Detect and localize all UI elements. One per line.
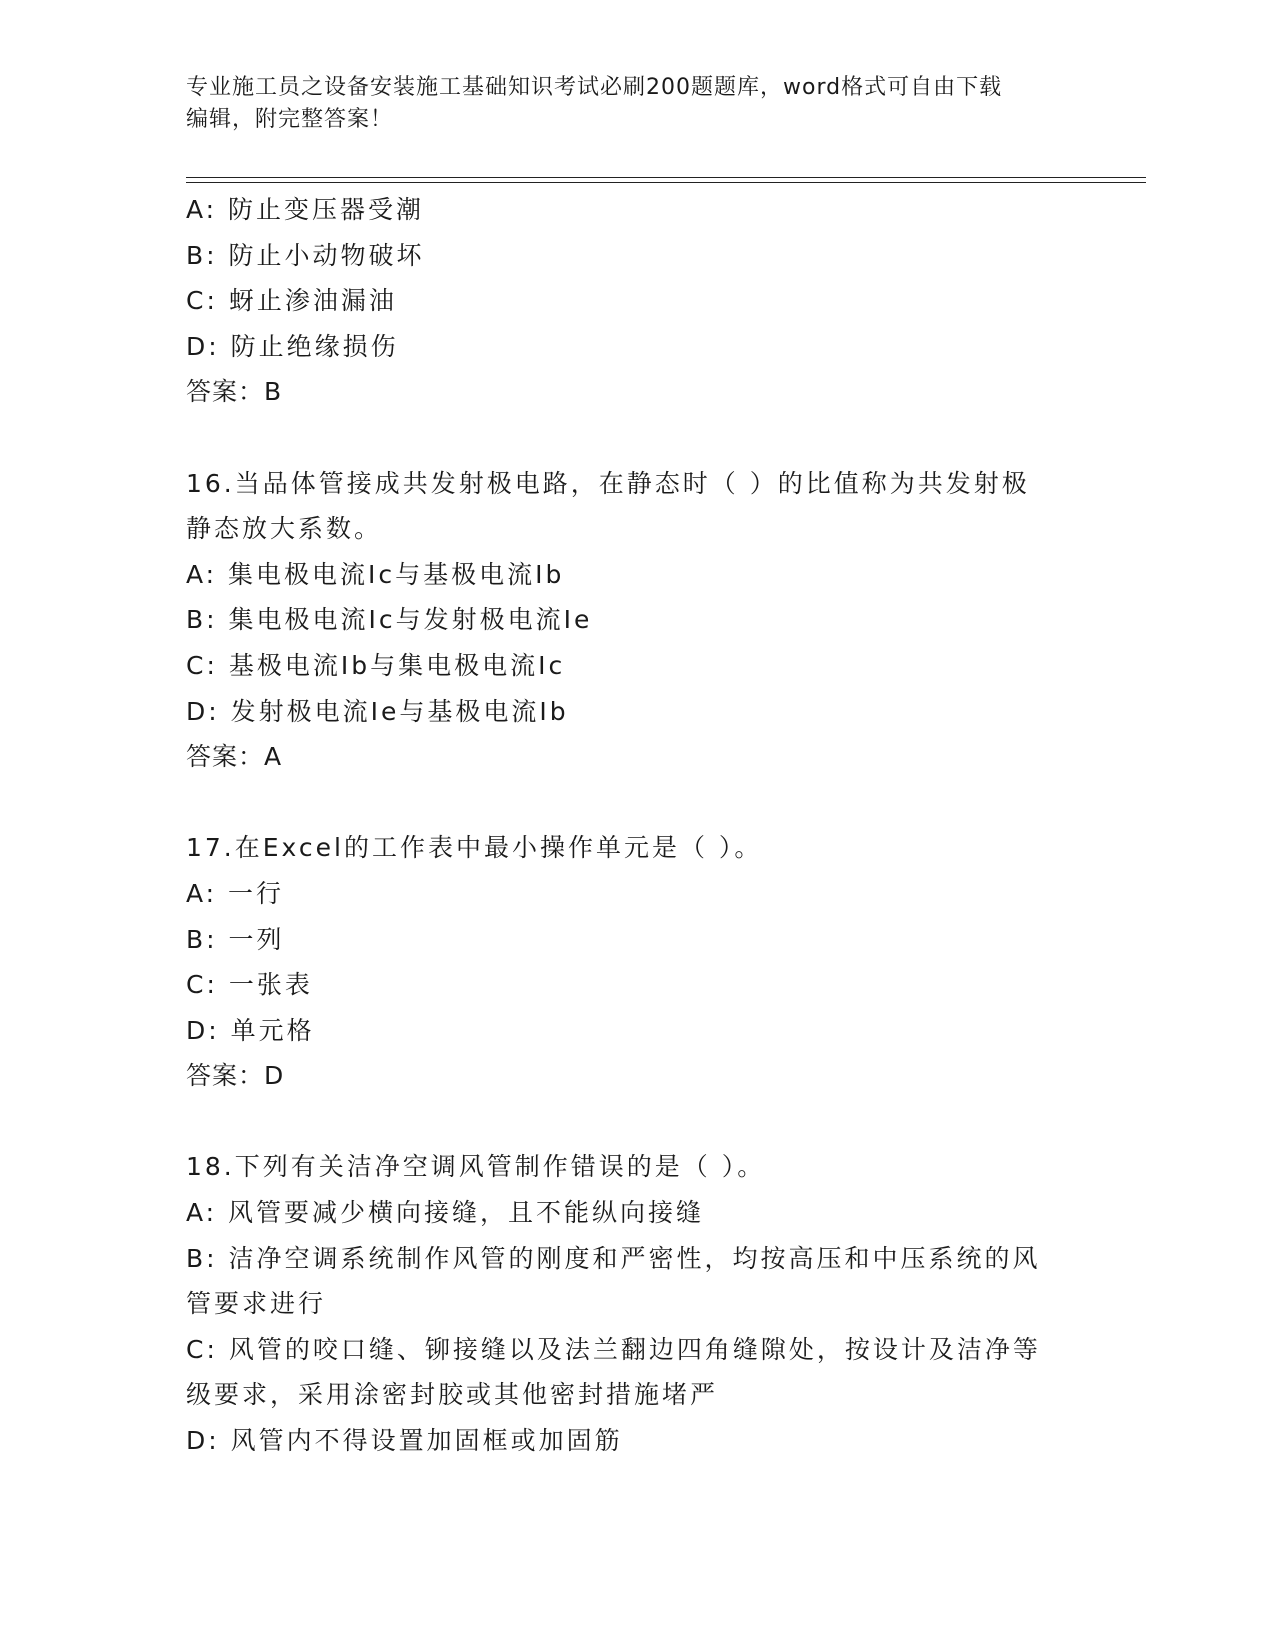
option-b-continued: 管要求进行	[186, 1289, 327, 1319]
option-a: A: 风管要减少横向接缝，且不能纵向接缝	[186, 1198, 705, 1228]
header-divider-bottom	[186, 182, 1146, 183]
header-divider-top	[186, 177, 1146, 178]
answer-line: 答案：A	[186, 742, 283, 772]
option-a: A: 集电极电流Ic与基极电流Ib	[186, 559, 565, 589]
question-17	[186, 825, 1066, 1099]
question-stem: 16.当品体管接成共发射极电路，在静态时（ ）的比值称为共发射极	[186, 468, 1030, 498]
option-d: D: 发射极电流Ie与基极电流Ib	[186, 696, 569, 726]
option-a: A: 防止变压器受潮	[186, 195, 425, 224]
question-16	[186, 461, 1066, 780]
question-stem: 17.在Excel的工作表中最小操作单元是（ ）。	[186, 833, 763, 863]
answer-line: 答案：B	[186, 377, 283, 407]
option-b: B: 防止小动物破坏	[186, 240, 425, 270]
question-list	[186, 187, 1066, 1464]
header-line-1: 专业施工员之设备安装施工基础知识考试必刷200题题库，word格式可自由下载	[186, 75, 1003, 100]
question-18	[186, 1144, 1066, 1463]
spacer	[186, 780, 1066, 826]
option-d: D: 防止绝缘损伤	[186, 331, 399, 361]
document-header	[186, 72, 1066, 136]
option-c: C: 一张表	[186, 970, 313, 1000]
option-c: C: 蚜止渗油漏油	[186, 286, 397, 316]
option-c: C: 基极电流Ib与集电极电流Ic	[186, 650, 566, 680]
question-stem-continued: 静态放大系数。	[186, 514, 383, 544]
option-d: D: 风管内不得设置加固框或加固筋	[186, 1426, 623, 1456]
spacer	[186, 1099, 1066, 1145]
option-b: B: 洁净空调系统制作风管的刚度和严密性，均按高压和中压系统的风	[186, 1243, 1041, 1273]
option-b: B: 集电极电流Ic与发射极电流Ie	[186, 605, 593, 635]
spacer	[186, 415, 1066, 461]
header-line-2: 编辑，附完整答案！	[186, 107, 394, 132]
question-15	[186, 187, 1066, 415]
option-c-continued: 级要求，采用涂密封胶或其他密封措施堵严	[186, 1380, 719, 1410]
option-b: B: 一列	[186, 924, 285, 954]
answer-line: 答案：D	[186, 1061, 285, 1091]
question-stem: 18.下列有关洁净空调风管制作错误的是（ ）。	[186, 1152, 766, 1182]
option-c: C: 风管的咬口缝、铆接缝以及法兰翻边四角缝隙处，按设计及洁净等	[186, 1334, 1041, 1364]
option-d: D: 单元格	[186, 1015, 315, 1045]
option-a: A: 一行	[186, 878, 285, 908]
